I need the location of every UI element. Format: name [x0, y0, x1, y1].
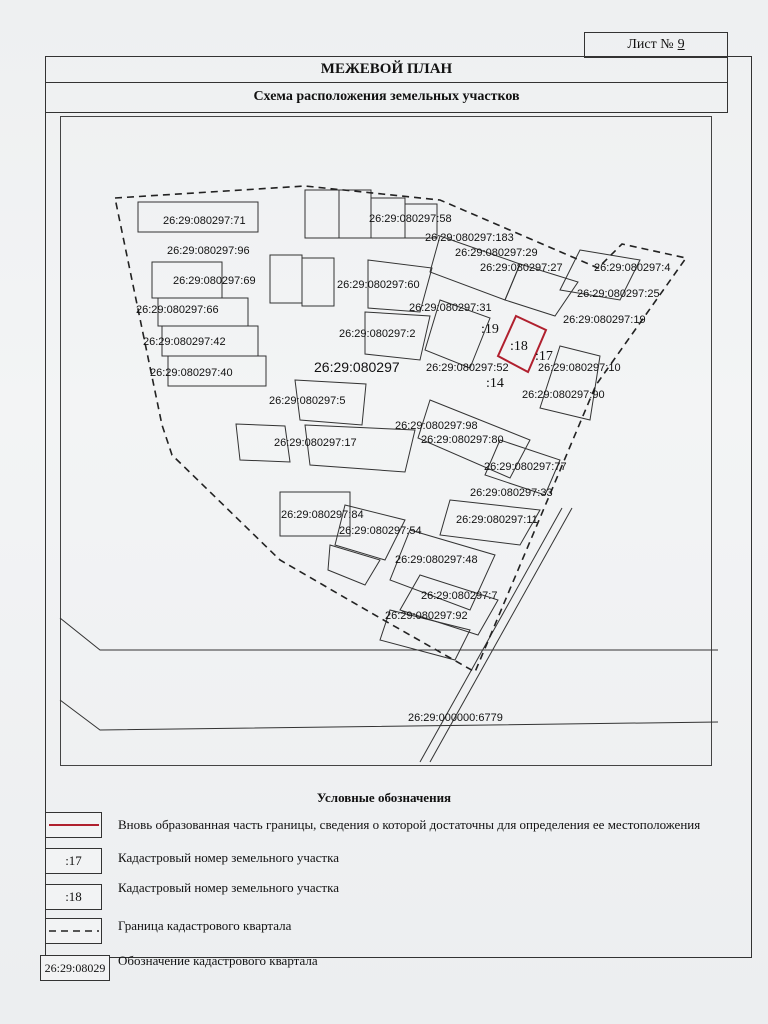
- parcel-shape: [339, 190, 371, 238]
- parcel-label: 26:29:080297:69: [173, 275, 256, 287]
- parcel-label: 26:29:080297:77: [484, 461, 567, 473]
- parcel-label: 26:29:080297:31: [409, 302, 492, 314]
- parcel-label: 26:29:080297:29: [455, 247, 538, 259]
- legend-title: Условные обозначения: [316, 790, 452, 805]
- document-subtitle: Схема расположения земельных участков: [45, 82, 728, 113]
- legend-row: [45, 918, 102, 944]
- parcel-label: 26:29:080297:2: [339, 328, 416, 340]
- parcel-label: 26:29:080297:58: [369, 213, 452, 225]
- legend-symbol-17: :17: [45, 848, 102, 874]
- road-line-upper: [60, 618, 718, 650]
- parcel-label: 26:29:080297:33: [470, 487, 553, 499]
- parcel-label: 26:29:080297:27: [480, 262, 563, 274]
- parcel-label: 26:29:080297:52: [426, 362, 509, 374]
- parcel-label: 26:29:080297:17: [274, 437, 357, 449]
- legend-text: Кадастровый номер земельного участка: [118, 880, 339, 895]
- parcel-outlines: [138, 190, 640, 660]
- parcel-label: 26:29:080297:11: [456, 514, 538, 526]
- parcel-label: 26:29:080297:98: [395, 420, 478, 432]
- parcel-label: 26:29:080297:40: [150, 367, 233, 379]
- parcel-short-17: :17: [535, 349, 553, 364]
- parcel-label: 26:29:080297:48: [395, 554, 478, 566]
- legend-symbol-quarter-boundary: [45, 918, 102, 944]
- parcel-shape: [270, 255, 302, 303]
- parcel-shape: [305, 190, 339, 238]
- red-line-icon: [49, 823, 99, 827]
- legend-symbol-new-boundary: [45, 812, 102, 838]
- sheet-label: Лист №: [627, 37, 674, 52]
- legend-text: Обозначение кадастрового квартала: [118, 953, 318, 968]
- parcel-label: 26:29:080297:90: [522, 389, 605, 401]
- sheet-number: 9: [677, 37, 685, 52]
- parcel-label: 26:29:080297:71: [163, 215, 246, 227]
- legend-row: [45, 812, 102, 838]
- parcel-label: 26:29:000000:6779: [408, 712, 503, 724]
- parcel-short-14: :14: [486, 376, 504, 391]
- legend-symbol-quarter: 26:29:08029: [40, 955, 110, 981]
- parcel-label: 26:29:080297:42: [143, 336, 226, 348]
- parcel-shape: [302, 258, 334, 306]
- parcel-short-19: :19: [481, 322, 499, 337]
- legend-text: Граница кадастрового квартала: [118, 918, 292, 933]
- legend-symbol-18: :18: [45, 884, 102, 910]
- legend-row: [45, 884, 102, 910]
- parcel-short-18: :18: [510, 339, 528, 354]
- legend-row: [40, 955, 110, 981]
- parcel-label: 26:29:080297:10: [538, 362, 621, 374]
- document-title: МЕЖЕВОЙ ПЛАН: [45, 56, 728, 83]
- parcel-label: 26:29:080297:25: [577, 288, 660, 300]
- legend-row: [45, 848, 102, 874]
- parcel-label: 26:29:080297:7: [421, 590, 498, 602]
- road-lines: [60, 508, 718, 762]
- parcel-label: 26:29:080297:92: [385, 610, 468, 622]
- quarter-label: 26:29:080297: [314, 359, 400, 375]
- parcel-label: 26:29:080297:60: [337, 279, 420, 291]
- legend-text: Вновь образованная часть границы, сведения о которой достаточны для определения ее местоположения: [118, 817, 701, 832]
- parcel-label: 26:29:080297:80: [421, 434, 504, 446]
- parcel-label: 26:29:080297:84: [281, 509, 364, 521]
- parcel-label: 26:29:080297:183: [425, 232, 514, 244]
- parcel-label: 26:29:080297:4: [594, 262, 671, 274]
- parcel-label: 26:29:080297:66: [136, 304, 219, 316]
- parcel-labels: [136, 213, 670, 724]
- parcel-label: 26:29:080297:19: [563, 314, 646, 326]
- road-line-lower: [60, 700, 718, 730]
- parcel-label: 26:29:080297:96: [167, 245, 250, 257]
- legend-text: Кадастровый номер земельного участка: [118, 850, 339, 865]
- parcel-label: 26:29:080297:5: [269, 395, 346, 407]
- parcel-label: 26:29:080297:54: [339, 525, 422, 537]
- parcel-shape: [400, 575, 498, 635]
- dashed-line-icon: [49, 929, 99, 933]
